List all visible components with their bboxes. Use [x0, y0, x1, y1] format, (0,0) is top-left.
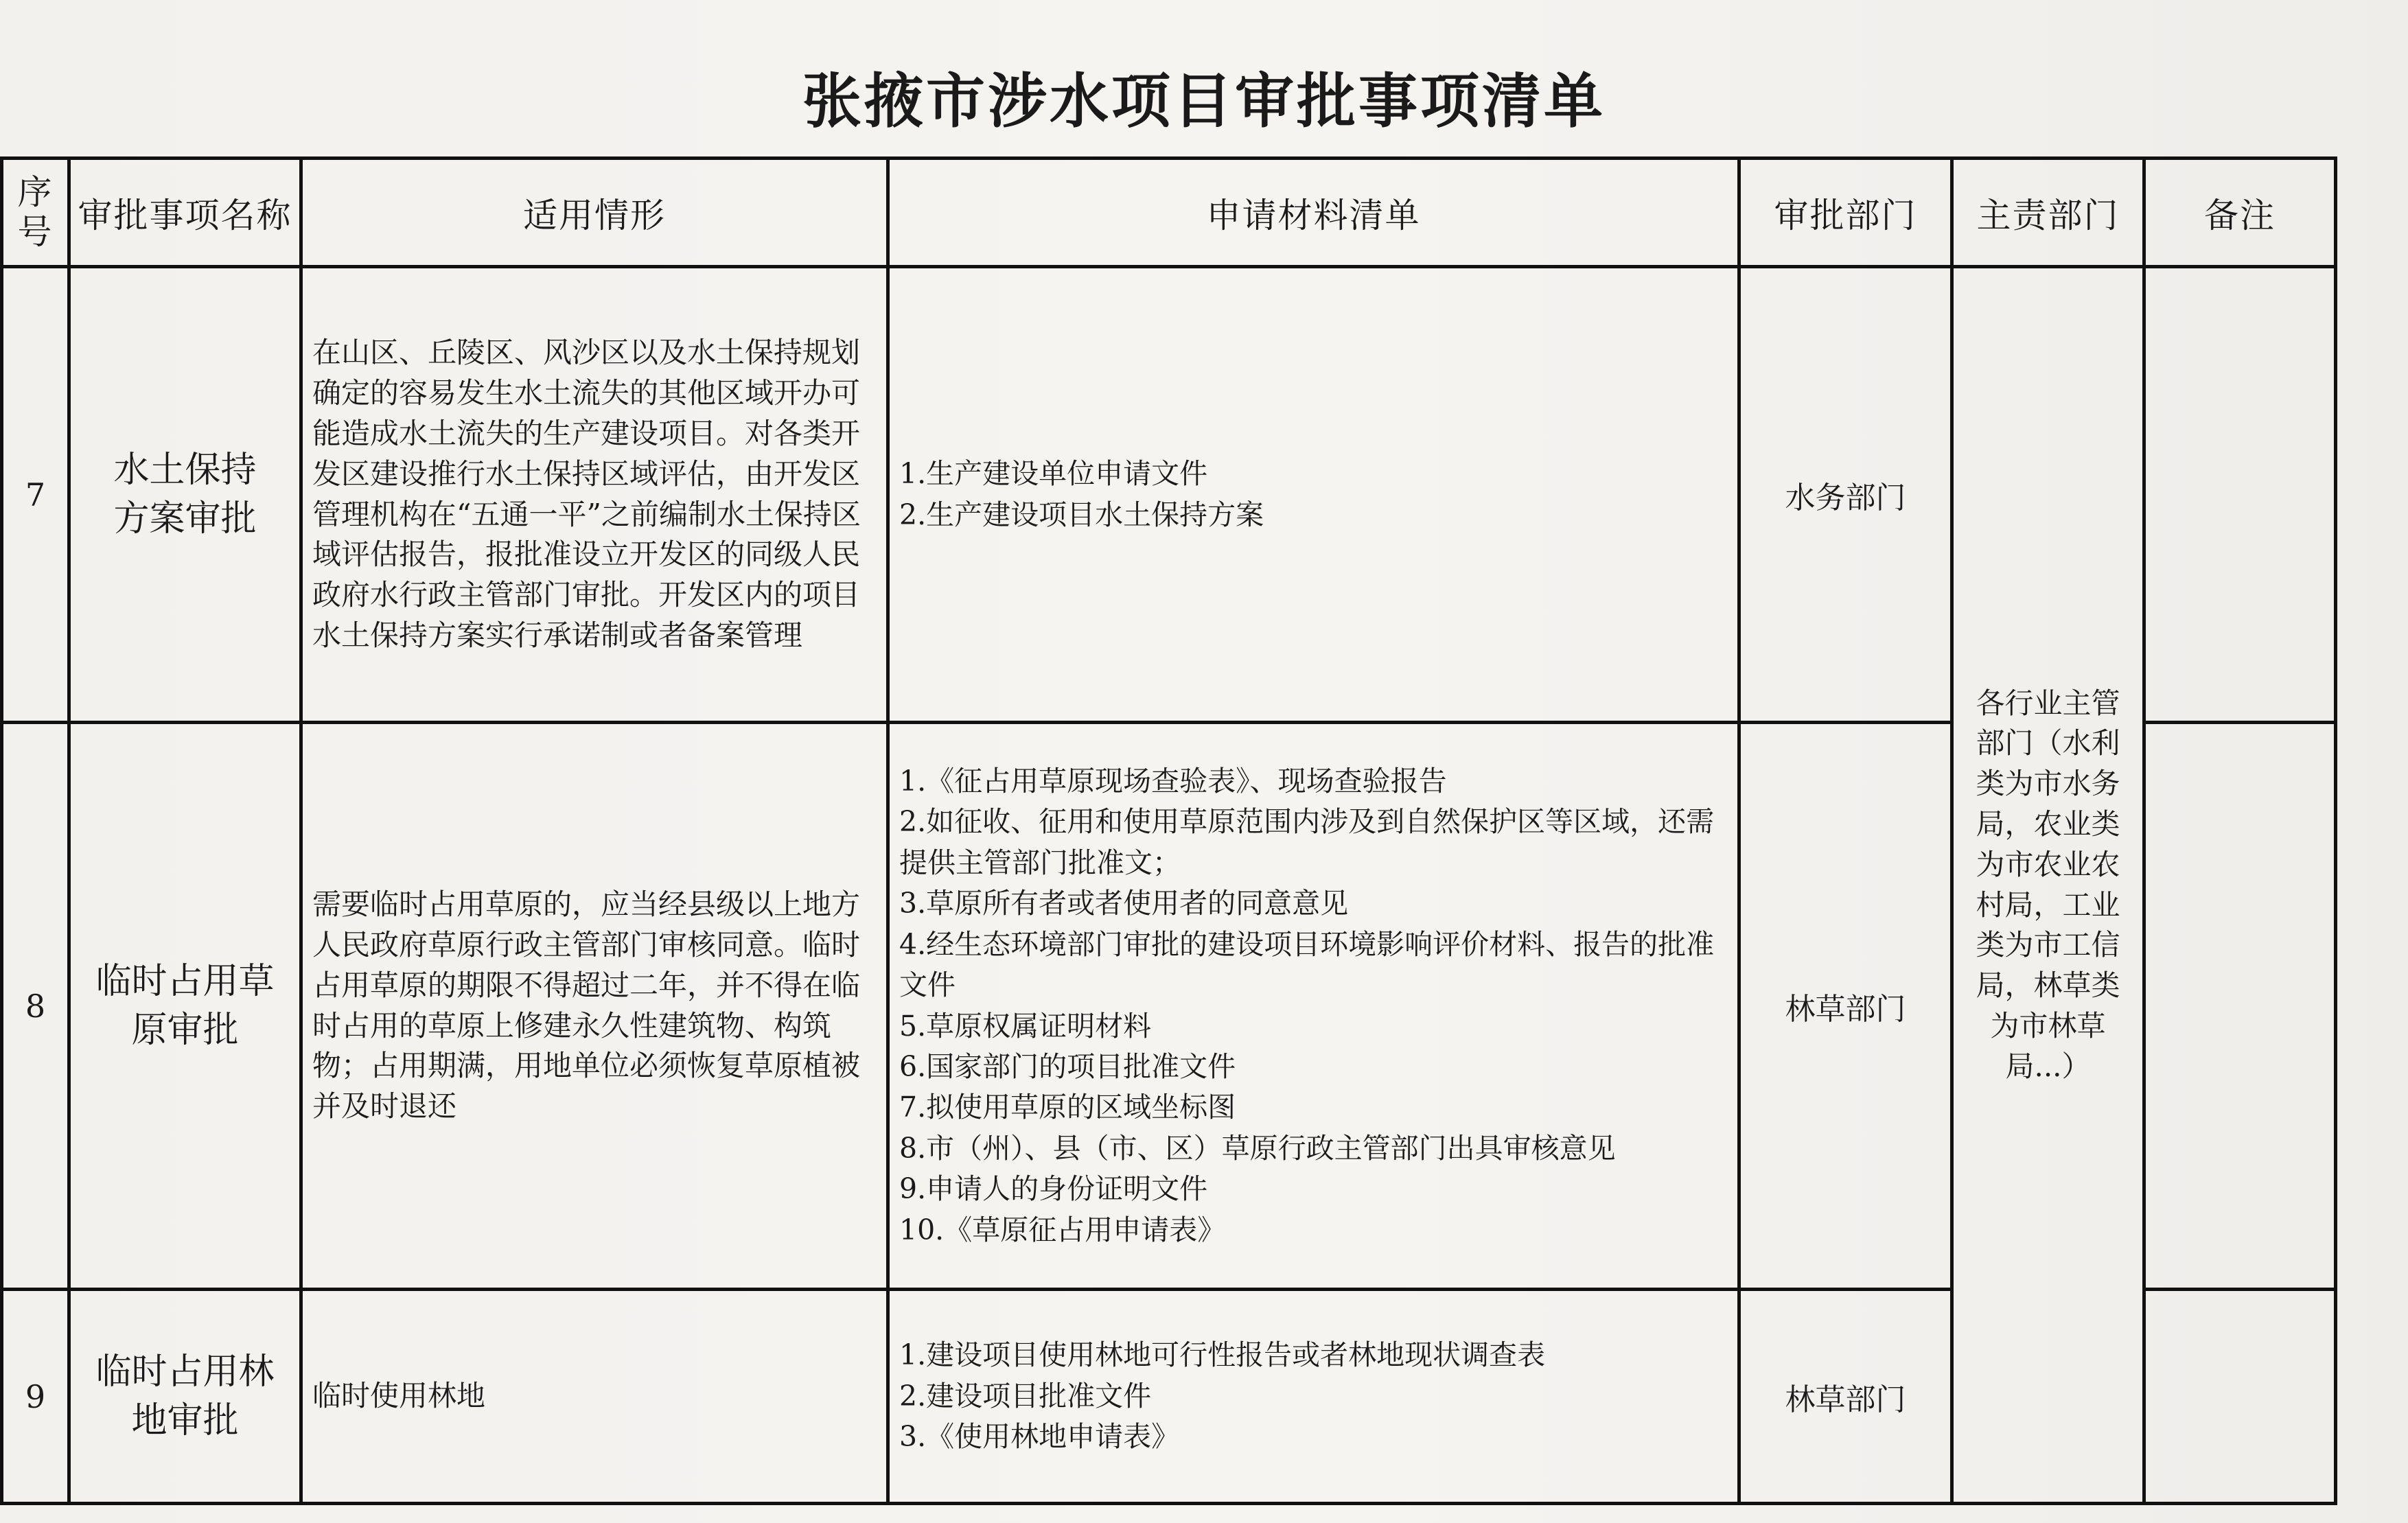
material-item: 1.生产建设单位申请文件	[899, 457, 1208, 491]
header-materials: 申请材料清单	[888, 159, 1739, 267]
row-seq: 9	[2, 1290, 69, 1504]
row-condition: 需要临时占用草原的，应当经县级以上地方人民政府草原行政主管部门审核同意。临时占用草原的期限不得超过二年，并不得在临时占用的草原上修建永久性建筑物、构筑物；占用期满，用地单位必须恢复草原植被并及时退还	[301, 723, 888, 1290]
row-remarks	[2144, 267, 2336, 723]
material-item: 9.申请人的身份证明文件	[899, 1172, 1208, 1206]
header-approval-dept: 审批部门	[1739, 159, 1952, 267]
material-item: 2.如征收、征用和使用草原范围内涉及到自然保护区等区域，还需提供主管部门批准文；	[899, 805, 1715, 879]
material-item: 3.草原所有者或者使用者的同意意见	[899, 887, 1349, 920]
row-approval-dept: 林草部门	[1739, 723, 1952, 1290]
row-name: 临时占用草原审批	[69, 723, 301, 1290]
row-remarks	[2144, 1290, 2336, 1504]
row-approval-dept: 水务部门	[1739, 267, 1952, 723]
material-item: 6.国家部门的项目批准文件	[899, 1049, 1236, 1083]
material-item: 2.生产建设项目水土保持方案	[899, 498, 1264, 531]
material-item: 10.《草原征占用申请表》	[899, 1213, 1226, 1246]
row-name: 水土保持 方案审批	[69, 267, 301, 723]
row-seq: 8	[2, 723, 69, 1290]
header-condition: 适用情形	[301, 159, 888, 267]
header-responsible-dept: 主责部门	[1952, 159, 2144, 267]
table-row	[2, 267, 2336, 723]
material-item: 5.草原权属证明材料	[899, 1009, 1152, 1043]
row-remarks	[2144, 723, 2336, 1290]
row-approval-dept: 林草部门	[1739, 1290, 1952, 1504]
page-title: 张掖市涉水项目审批事项清单	[802, 67, 1606, 136]
row-condition: 临时使用林地	[301, 1290, 888, 1504]
row-materials	[888, 723, 1739, 1290]
material-item: 8.市（州）、县（市、区）草原行政主管部门出具审核意见	[899, 1131, 1616, 1165]
material-item: 4.经生态环境部门审批的建设项目环境影响评价材料、报告的批准文件	[899, 927, 1715, 1002]
material-item: 7.拟使用草原的区域坐标图	[899, 1091, 1236, 1124]
material-item: 1.《征占用草原现场查验表》、现场查验报告	[899, 764, 1447, 798]
material-item: 2.建设项目批准文件	[899, 1379, 1152, 1412]
header-name: 审批事项名称	[69, 159, 301, 267]
row-name: 临时占用林地审批	[69, 1290, 301, 1504]
approval-items-table	[0, 156, 2337, 1505]
header-seq: 序号	[2, 159, 69, 267]
material-item: 1.建设项目使用林地可行性报告或者林地现状调查表	[899, 1338, 1546, 1372]
header-remarks: 备注	[2144, 159, 2336, 267]
row-seq: 7	[2, 267, 69, 723]
material-item: 3.《使用林地申请表》	[899, 1420, 1180, 1454]
row-materials	[888, 267, 1739, 723]
row-condition: 在山区、丘陵区、风沙区以及水土保持规划确定的容易发生水土流失的其他区域开办可能造成水土流失的生产建设项目。对各类开发区建设推行水土保持区域评估，由开发区管理机构在“五通一平”之前编制水土保持区域评估报告，报批准设立开发区的同级人民政府水行政主管部门审批。开发区内的项目水土保持方案实行承诺制或者备案管理	[301, 267, 888, 723]
responsible-dept-cell: 各行业主管部门（水利类为市水务局，农业类为市农业农村局，工业类为市工信局，林草类为市林草局...）	[1952, 267, 2144, 1504]
row-materials	[888, 1290, 1739, 1504]
table-header-row	[2, 159, 2336, 267]
